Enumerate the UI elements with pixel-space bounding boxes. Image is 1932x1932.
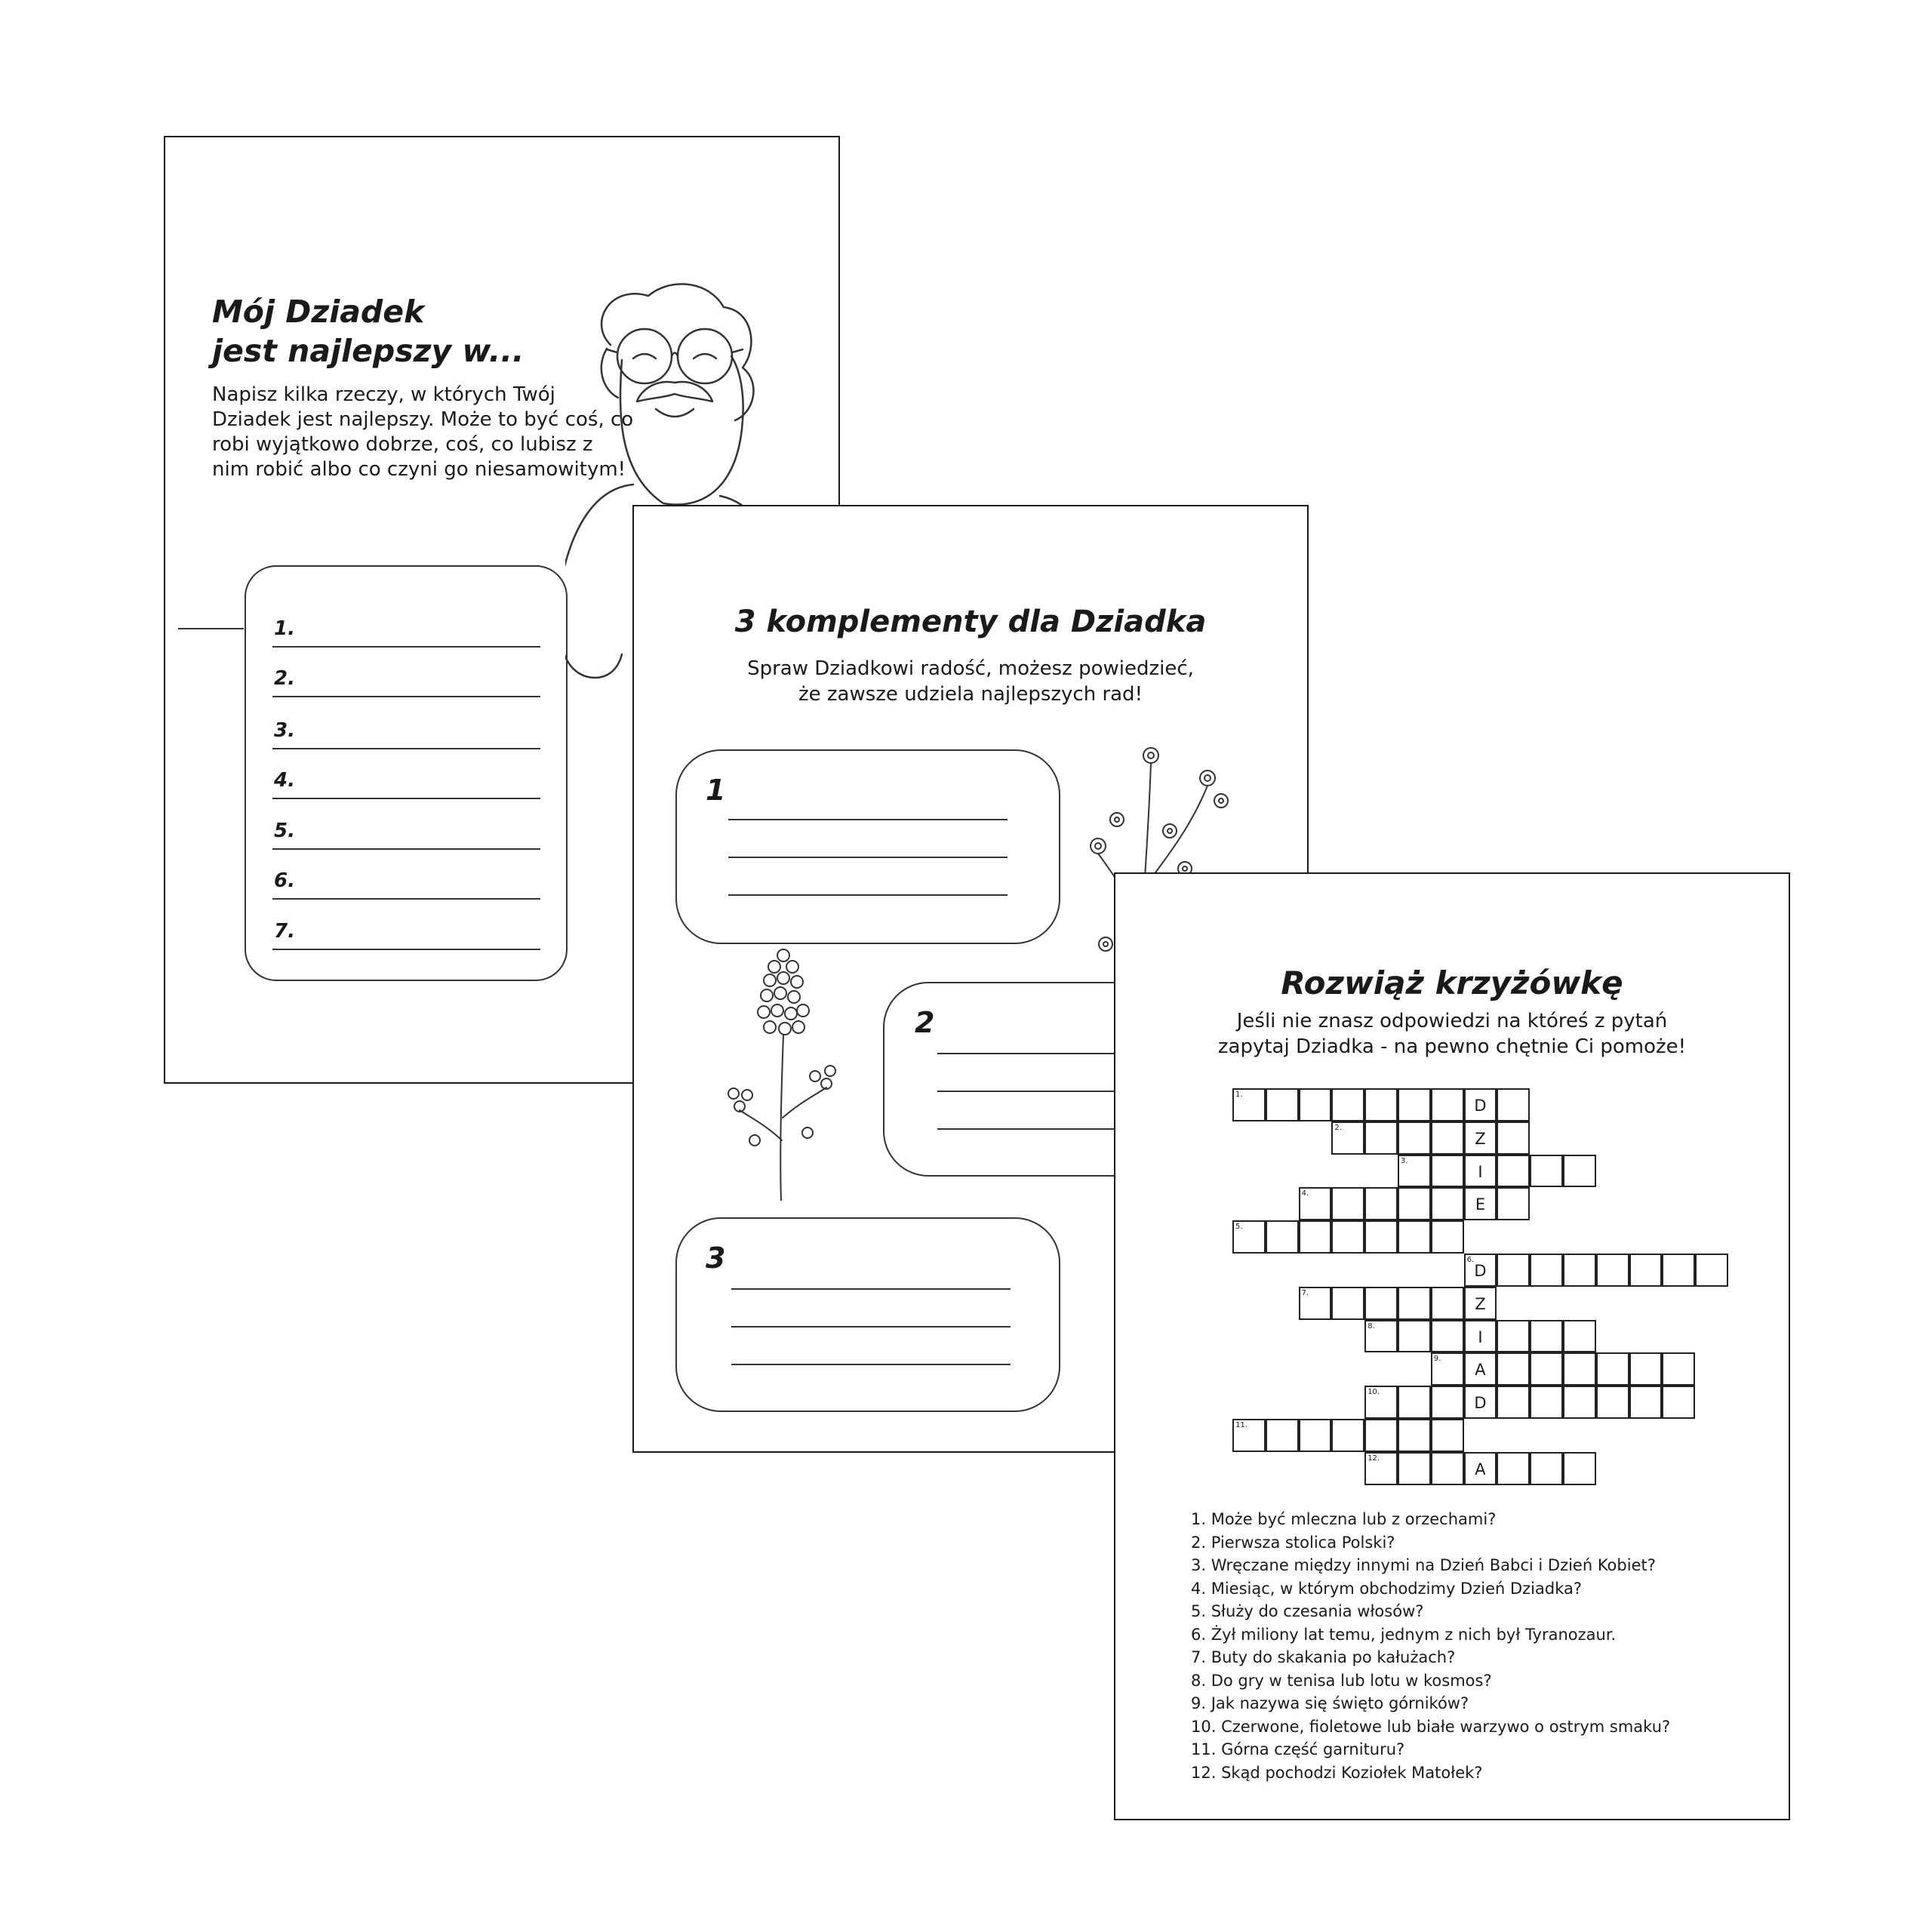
crossword-cell[interactable]	[1695, 1254, 1728, 1287]
page-title: Rozwiąż krzyżówkę	[1281, 964, 1623, 1001]
solution-cell[interactable]	[1464, 1386, 1497, 1419]
crossword-cell[interactable]	[1398, 1419, 1431, 1452]
solution-cell[interactable]	[1464, 1452, 1497, 1485]
crossword-cell[interactable]	[1398, 1220, 1431, 1254]
crossword-cell[interactable]	[1530, 1452, 1563, 1485]
description-line-1: Spraw Dziadkowi radość, możesz powiedzieć,	[747, 657, 1194, 680]
solution-letter: I	[1478, 1162, 1483, 1181]
crossword-cell[interactable]	[1431, 1121, 1464, 1155]
crossword-cell[interactable]	[1530, 1254, 1563, 1287]
crossword-cell[interactable]	[1662, 1386, 1695, 1419]
writing-line	[728, 894, 1008, 896]
list-number: 2.	[274, 667, 295, 690]
clue-list	[1191, 1508, 1670, 1784]
crossword-cell[interactable]	[1398, 1121, 1431, 1155]
crossword-cell[interactable]	[1629, 1386, 1663, 1419]
crossword-cell[interactable]	[1497, 1254, 1530, 1287]
crossword-cell[interactable]	[1232, 1419, 1266, 1452]
divider-line	[178, 628, 244, 629]
row-number: 9.	[1433, 1355, 1441, 1364]
row-number: 10.	[1367, 1388, 1380, 1397]
row-number: 1.	[1235, 1091, 1243, 1099]
box-number: 3	[706, 1241, 726, 1275]
solution-letter: I	[1478, 1327, 1483, 1346]
crossword-cell[interactable]	[1563, 1452, 1596, 1485]
description-line-2: że zawsze udziela najlepszych rad!	[798, 683, 1143, 706]
crossword-cell[interactable]	[1266, 1419, 1299, 1452]
solution-cell[interactable]	[1464, 1320, 1497, 1353]
crossword-cell[interactable]	[1563, 1320, 1596, 1353]
clue-item: 5. Służy do czesania włosów?	[1191, 1602, 1424, 1620]
writing-line	[731, 1364, 1011, 1365]
crossword-cell[interactable]	[1331, 1220, 1364, 1254]
crossword-cell[interactable]	[1596, 1386, 1629, 1419]
row-number: 7.	[1301, 1288, 1309, 1297]
list-item[interactable]	[272, 853, 540, 900]
crossword-cell[interactable]	[1331, 1088, 1364, 1121]
clue-item: 12. Skąd pochodzi Koziołek Matołek?	[1191, 1763, 1483, 1782]
crossword-cell[interactable]	[1331, 1419, 1364, 1452]
page-description	[1115, 1008, 1789, 1060]
solution-cell[interactable]	[1464, 1187, 1497, 1220]
solution-cell[interactable]	[1464, 1121, 1497, 1155]
row-number: 11.	[1235, 1421, 1247, 1429]
list-number: 6.	[274, 869, 295, 892]
crossword-cell[interactable]	[1364, 1320, 1398, 1353]
crossword-cell[interactable]	[1331, 1287, 1364, 1320]
crossword-cell[interactable]	[1431, 1386, 1464, 1419]
crossword-cell[interactable]	[1497, 1121, 1530, 1155]
crossword-cell[interactable]	[1398, 1320, 1431, 1353]
list-number: 3.	[274, 719, 295, 742]
list-number: 4.	[274, 769, 295, 792]
list-number: 1.	[274, 617, 295, 640]
crossword-cell[interactable]	[1398, 1287, 1431, 1320]
crossword-cell[interactable]	[1497, 1088, 1530, 1121]
crossword-cell[interactable]	[1431, 1452, 1464, 1485]
solution-letter: D	[1474, 1262, 1487, 1280]
list-item[interactable]	[272, 651, 540, 697]
clue-item: 6. Żył miliony lat temu, jednym z nich był Tyranozaur.	[1191, 1625, 1617, 1644]
writing-line	[731, 1326, 1011, 1327]
crossword-cell[interactable]	[1364, 1452, 1398, 1485]
best-at-list-box	[245, 565, 568, 981]
writing-line	[728, 819, 1008, 820]
crossword-cell[interactable]	[1497, 1155, 1530, 1188]
crossword-cell[interactable]	[1431, 1220, 1464, 1254]
crossword-cell[interactable]	[1331, 1121, 1364, 1155]
title-line-1: Mój Dziadek	[212, 294, 425, 330]
crossword-cell[interactable]	[1563, 1254, 1596, 1287]
crossword-cell[interactable]	[1266, 1088, 1299, 1121]
compliment-box-3[interactable]	[675, 1217, 1060, 1412]
crossword-cell[interactable]	[1530, 1352, 1563, 1386]
solution-letter: D	[1474, 1394, 1487, 1413]
solution-cell[interactable]	[1464, 1155, 1497, 1188]
row-number: 3.	[1401, 1156, 1408, 1165]
solution-letter: Z	[1475, 1129, 1486, 1148]
page-description: Napisz kilka rzeczy, w których Twój Dziadek jest najlepszy. Może to być coś, co robi wyjątkowo dobrze, coś, co lubisz z nim robić albo co czyni go niesamowitym!	[212, 383, 634, 481]
box-number: 1	[706, 774, 726, 807]
solution-letter: A	[1475, 1460, 1486, 1478]
solution-letter: A	[1475, 1361, 1486, 1380]
crossword-cell[interactable]	[1364, 1187, 1398, 1220]
crossword-cell[interactable]	[1299, 1088, 1332, 1121]
crossword-cell[interactable]	[1364, 1419, 1398, 1452]
title-line-2: jest najlepszy w...	[212, 333, 525, 369]
crossword-cell[interactable]	[1299, 1220, 1332, 1254]
flower-illustration-lilac	[724, 944, 838, 1201]
crossword-cell[interactable]	[1398, 1452, 1431, 1485]
crossword-cell[interactable]	[1299, 1187, 1332, 1220]
crossword-cell[interactable]	[1398, 1187, 1431, 1220]
list-item[interactable]	[272, 903, 540, 950]
page-description	[634, 656, 1307, 707]
crossword-cell[interactable]	[1431, 1320, 1464, 1353]
description-line-1: Jeśli nie znasz odpowiedzi na któreś z pytań	[1236, 1010, 1668, 1032]
solution-letter: D	[1474, 1097, 1487, 1115]
clue-item: 4. Miesiąc, w którym obchodzimy Dzień Dziadka?	[1191, 1579, 1583, 1598]
crossword-cell[interactable]	[1364, 1088, 1398, 1121]
page-title: 3 komplementy dla Dziadka	[734, 605, 1207, 639]
crossword-cell[interactable]	[1299, 1419, 1332, 1452]
crossword-cell[interactable]	[1364, 1386, 1398, 1419]
crossword-cell[interactable]	[1563, 1352, 1596, 1386]
crossword-cell[interactable]	[1398, 1155, 1431, 1188]
solution-cell[interactable]	[1464, 1352, 1497, 1386]
crossword-cell[interactable]	[1596, 1254, 1629, 1287]
clue-item: 8. Do gry w tenisa lub lotu w kosmos?	[1191, 1671, 1492, 1690]
solution-cell[interactable]	[1464, 1287, 1497, 1320]
crossword-cell[interactable]	[1398, 1088, 1431, 1121]
crossword-cell[interactable]	[1266, 1220, 1299, 1254]
row-number: 12.	[1367, 1454, 1380, 1463]
compliment-box-1[interactable]	[675, 749, 1060, 944]
list-item[interactable]	[272, 601, 540, 648]
clue-item: 2. Pierwsza stolica Polski?	[1191, 1533, 1395, 1552]
crossword-cell[interactable]	[1431, 1155, 1464, 1188]
crossword-cell[interactable]	[1431, 1187, 1464, 1220]
solution-cell[interactable]	[1464, 1088, 1497, 1121]
row-number: 5.	[1235, 1223, 1243, 1232]
crossword-cell[interactable]	[1563, 1155, 1596, 1188]
crossword-cell[interactable]	[1497, 1386, 1530, 1419]
solution-letter: E	[1475, 1195, 1486, 1214]
crossword-cell[interactable]	[1497, 1352, 1530, 1386]
crossword-cell[interactable]	[1431, 1352, 1464, 1386]
crossword-cell[interactable]	[1431, 1088, 1464, 1121]
page-title	[212, 292, 525, 371]
crossword-cell[interactable]	[1431, 1287, 1464, 1320]
crossword-cell[interactable]	[1629, 1254, 1663, 1287]
crossword-cell[interactable]	[1530, 1386, 1563, 1419]
crossword-cell[interactable]	[1497, 1320, 1530, 1353]
clue-item: 10. Czerwone, fioletowe lub białe warzywo o ostrym smaku?	[1191, 1717, 1671, 1736]
crossword-cell[interactable]	[1662, 1254, 1695, 1287]
crossword-cell[interactable]	[1431, 1419, 1464, 1452]
crossword-cell[interactable]	[1398, 1386, 1431, 1419]
crossword-cell[interactable]	[1364, 1220, 1398, 1254]
crossword-cell[interactable]	[1497, 1452, 1530, 1485]
crossword-cell[interactable]	[1497, 1187, 1530, 1220]
crossword-cell[interactable]	[1563, 1386, 1596, 1419]
crossword-cell[interactable]	[1232, 1088, 1266, 1121]
worksheet-page-crossword	[1114, 872, 1790, 1820]
crossword-cell[interactable]	[1232, 1220, 1266, 1254]
list-item[interactable]	[272, 703, 540, 749]
crossword-cell[interactable]	[1530, 1320, 1563, 1353]
clue-item: 9. Jak nazywa się święto górników?	[1191, 1694, 1469, 1712]
crossword-cell[interactable]	[1364, 1287, 1398, 1320]
clue-item: 3. Wręczane między innymi na Dzień Babci i Dzień Kobiet?	[1191, 1556, 1656, 1574]
solution-letter: Z	[1475, 1294, 1486, 1313]
writing-line	[731, 1288, 1011, 1290]
clue-item: 11. Górna część garnituru?	[1191, 1740, 1405, 1758]
crossword-cell[interactable]	[1596, 1352, 1629, 1386]
clue-item: 7. Buty do skakania po kałużach?	[1191, 1648, 1456, 1666]
list-item[interactable]	[272, 752, 540, 799]
description-line-2: zapytaj Dziadka - na pewno chętnie Ci pomoże!	[1217, 1035, 1687, 1058]
row-number: 6.	[1466, 1256, 1475, 1264]
crossword-cell[interactable]	[1530, 1155, 1563, 1188]
list-item[interactable]	[272, 803, 540, 850]
list-number: 5.	[274, 820, 295, 842]
row-number: 8.	[1367, 1321, 1375, 1331]
row-number: 4.	[1301, 1189, 1309, 1198]
crossword-cell[interactable]	[1331, 1187, 1364, 1220]
crossword-cell[interactable]	[1364, 1121, 1398, 1155]
writing-line	[728, 857, 1008, 858]
crossword-cell[interactable]	[1662, 1352, 1695, 1386]
crossword-cell[interactable]	[1629, 1352, 1663, 1386]
solution-cell[interactable]	[1464, 1254, 1497, 1287]
row-number: 2.	[1334, 1123, 1342, 1132]
crossword-cell[interactable]	[1299, 1287, 1332, 1320]
clue-item: 1. Może być mleczna lub z orzechami?	[1191, 1510, 1497, 1528]
list-number: 7.	[274, 920, 295, 943]
box-number: 2	[915, 1006, 935, 1039]
